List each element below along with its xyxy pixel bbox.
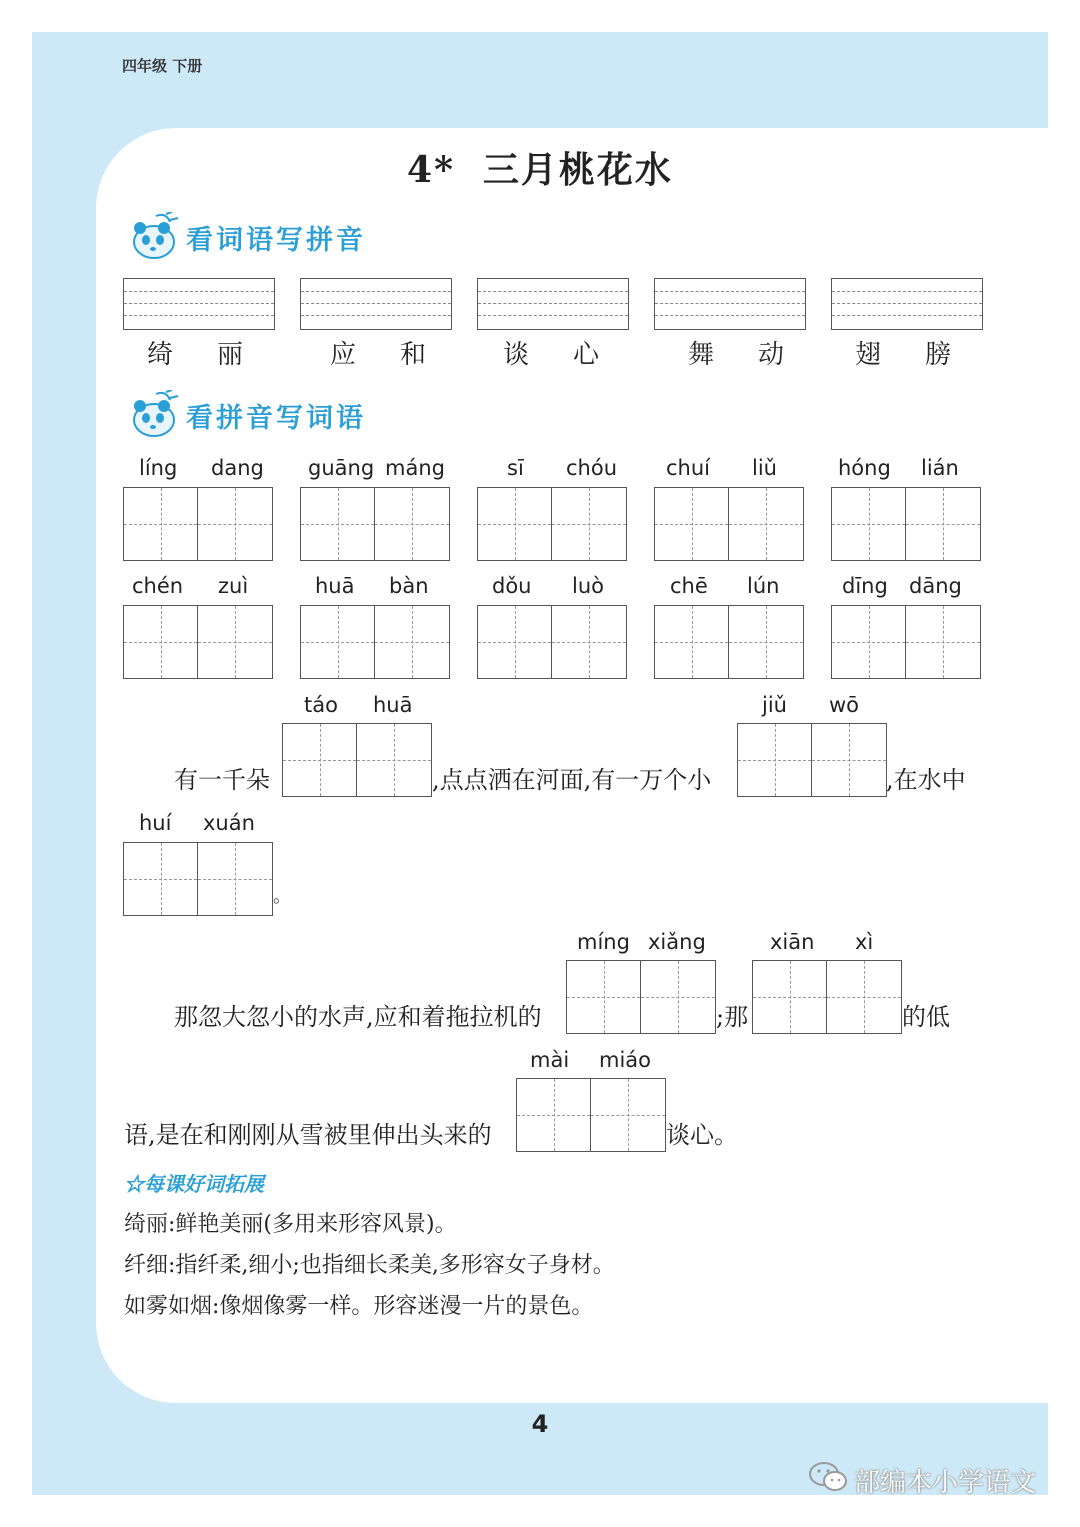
sentence-text: ,点点洒在河面,有一万个小 [432, 766, 712, 794]
pinyin-label: jiǔ [762, 693, 787, 717]
character-grid[interactable] [516, 1078, 666, 1152]
character-grid[interactable] [300, 605, 450, 679]
grade-header: 四年级 下册 [122, 57, 203, 75]
character-grid[interactable] [123, 605, 273, 679]
sentence-text: ;那 [716, 1003, 749, 1031]
lesson-name: 三月桃花水 [482, 149, 673, 191]
pinyin-label: chuí [666, 456, 710, 480]
character-grid[interactable] [566, 960, 716, 1034]
pinyin-label: wō [829, 693, 860, 717]
pinyin-label: xì [855, 930, 874, 954]
character-grid[interactable] [123, 487, 273, 561]
star-icon: ☆ [124, 1172, 144, 1196]
section-write-words-label: 看拼音写词语 [186, 402, 366, 434]
pinyin-answer-box[interactable] [123, 278, 275, 330]
pinyin-answer-box[interactable] [477, 278, 629, 330]
pinyin-label: miáo [599, 1048, 652, 1072]
sentence-text: 的低 [902, 1003, 950, 1031]
character-grid[interactable] [477, 487, 627, 561]
sentence-text: ,在水中 [886, 766, 966, 794]
pinyin-label: dang [211, 456, 264, 480]
watermark-text: 部编本小学语文 [854, 1468, 1037, 1498]
vocab-word: 谈心 [503, 340, 644, 370]
page-number: 4 [531, 1410, 549, 1438]
pinyin-label: lún [747, 574, 780, 598]
pinyin-label: huí [139, 811, 172, 835]
extension-line: 如雾如烟:像烟像雾一样。形容迷漫一片的景色。 [124, 1294, 594, 1319]
vocab-word: 应和 [330, 340, 471, 370]
lesson-title [0, 142, 1080, 193]
pinyin-label: bàn [389, 574, 429, 598]
pinyin-label: líng [139, 456, 178, 480]
character-grid[interactable] [300, 487, 450, 561]
pinyin-label: chóu [566, 456, 618, 480]
character-grid[interactable] [477, 605, 627, 679]
character-grid[interactable] [831, 487, 981, 561]
panda-icon [126, 212, 182, 262]
sentence-text: 那忽大忽小的水声,应和着拖拉机的 [174, 1003, 542, 1031]
character-grid[interactable] [737, 723, 887, 797]
pinyin-label: luò [572, 574, 604, 598]
sentence-text: 谈心。 [666, 1121, 738, 1149]
pinyin-label: xiǎng [648, 930, 706, 954]
pinyin-label: dīng [842, 574, 888, 598]
character-grid[interactable] [654, 487, 804, 561]
pinyin-answer-box[interactable] [831, 278, 983, 330]
pinyin-label: chén [132, 574, 184, 598]
watermark [808, 1460, 1036, 1501]
pinyin-label: míng [577, 930, 630, 954]
pinyin-label: mài [530, 1048, 570, 1072]
pinyin-label: guāng [308, 456, 375, 480]
pinyin-label: huā [373, 693, 413, 717]
lesson-number: 4* [407, 149, 455, 191]
character-grid[interactable] [831, 605, 981, 679]
character-grid[interactable] [123, 842, 273, 916]
pinyin-label: máng [385, 456, 445, 480]
pinyin-label: liǔ [752, 456, 777, 480]
pinyin-label: táo [304, 693, 338, 717]
panda-icon [126, 390, 182, 440]
sentence-text: 有一千朵 [174, 766, 270, 794]
character-grid[interactable] [752, 960, 902, 1034]
pinyin-label: lián [921, 456, 959, 480]
character-grid[interactable] [282, 723, 432, 797]
vocab-extension-label: 每课好词拓展 [144, 1172, 264, 1196]
sentence-text: 语,是在和刚刚从雪被里伸出头来的 [124, 1121, 492, 1149]
wechat-icon [808, 1460, 848, 1501]
vocab-word: 舞动 [688, 340, 829, 370]
pinyin-label: sī [507, 456, 524, 480]
section-write-words-heading [126, 390, 366, 440]
sentence-text: 。 [273, 886, 291, 907]
vocab-word: 绮丽 [147, 340, 288, 370]
pinyin-label: chē [670, 574, 708, 598]
pinyin-label: dāng [909, 574, 962, 598]
pinyin-label: dǒu [492, 574, 532, 598]
section-write-pinyin-label: 看词语写拼音 [186, 224, 366, 256]
extension-line: 绮丽:鲜艳美丽(多用来形容风景)。 [124, 1212, 457, 1237]
vocab-word: 翅膀 [855, 340, 996, 370]
pinyin-label: xuán [203, 811, 255, 835]
pinyin-answer-box[interactable] [300, 278, 452, 330]
vocab-extension-heading [124, 1168, 264, 1197]
pinyin-label: huā [315, 574, 355, 598]
character-grid[interactable] [654, 605, 804, 679]
pinyin-label: hóng [838, 456, 891, 480]
extension-line: 纤细:指纤柔,细小;也指细长柔美,多形容女子身材。 [124, 1253, 615, 1278]
section-write-pinyin-heading [126, 212, 366, 262]
pinyin-answer-box[interactable] [654, 278, 806, 330]
pinyin-label: zuì [218, 574, 249, 598]
pinyin-label: xiān [770, 930, 815, 954]
